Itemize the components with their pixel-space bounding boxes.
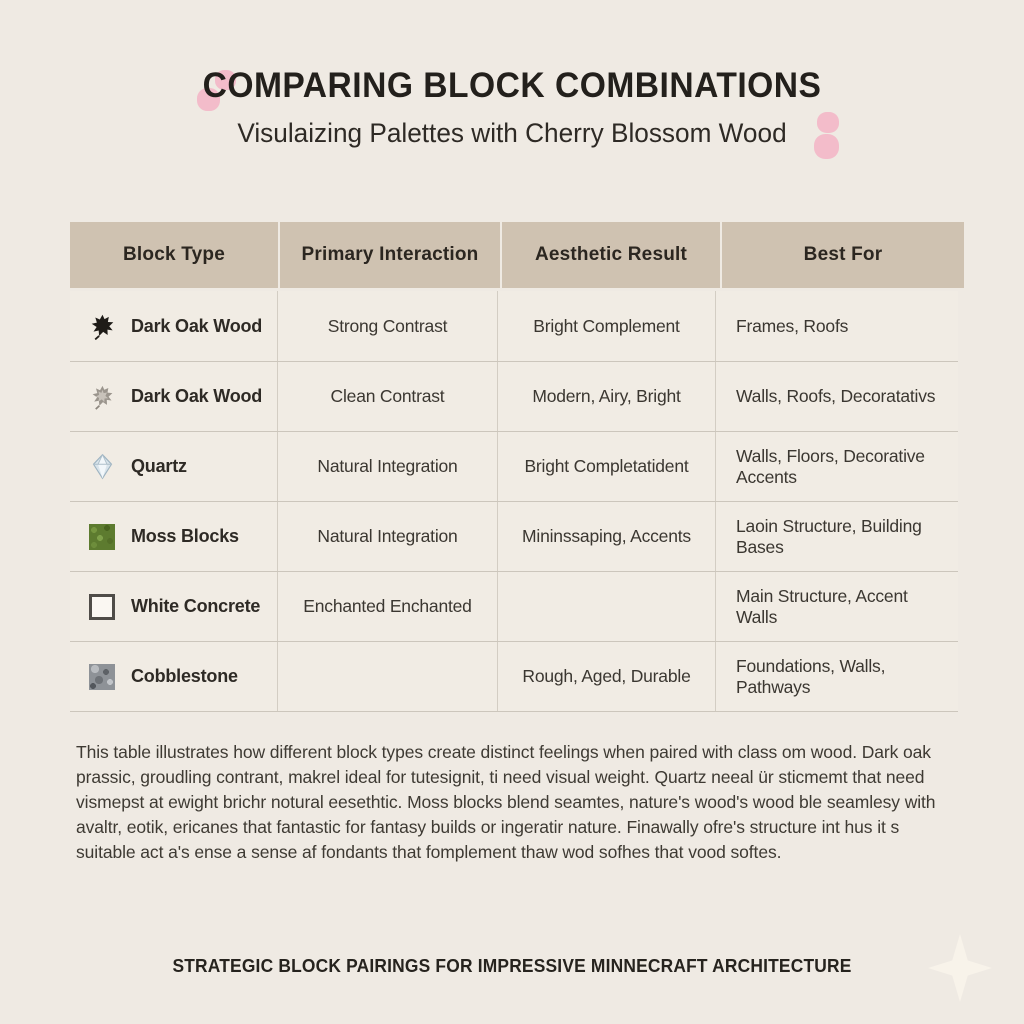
block-name: Quartz xyxy=(131,456,187,476)
footer-tagline: STRATEGIC BLOCK PAIRINGS FOR IMPRESSIVE MINNECRAFT ARCHITECTURE xyxy=(172,955,852,976)
interaction-cell: Strong Contrast xyxy=(278,291,498,361)
block-type-cell xyxy=(70,502,278,571)
block-type-cell xyxy=(70,362,278,431)
interaction-cell xyxy=(278,642,498,711)
aesthetic-cell xyxy=(498,572,716,641)
interaction-cell: Natural Integration xyxy=(278,432,498,501)
best-for-cell: Laoin Structure, Building Bases xyxy=(736,515,922,557)
column-header-primary-interaction: Primary Interaction xyxy=(280,222,500,288)
best-for-cell: Main Structure, Accent Walls xyxy=(736,585,908,627)
white-concrete-icon xyxy=(88,593,116,621)
aesthetic-cell: Mininssaping, Accents xyxy=(498,502,716,571)
table-row xyxy=(70,431,958,501)
block-name: Cobblestone xyxy=(131,666,238,686)
column-header-block-type: Block Type xyxy=(70,222,278,288)
block-type-cell xyxy=(70,291,278,361)
aesthetic-cell: Bright Completatident xyxy=(498,432,716,501)
table-body xyxy=(70,291,958,712)
block-name: Dark Oak Wood xyxy=(131,386,263,406)
best-for-cell: Foundations, Walls, Pathways xyxy=(736,655,886,697)
interaction-cell: Enchanted Enchanted xyxy=(278,572,498,641)
block-name: Moss Blocks xyxy=(131,526,239,546)
block-type-cell xyxy=(70,432,278,501)
petal-icon xyxy=(817,112,839,133)
description-paragraph: This table illustrates how different block types create distinct feelings when paired with class om wood. Dark oak prassic, groudling contrant, makrel ideal for tutesignit, ti need visual weight. Quartz neeal ür sticmemt that need vismepst at ewight brichr notural eesethtic. Moss blocks blend seamtes, nature's wood's wood ble seamlesy with avaltr, eotik, ericanes that fantastic for fantasy builds or ingeratir nature. Finawally ofre's structure int hus it s suitable act a's ense a sense af fondants that fomplement thaw wod sofhes that vood softes. xyxy=(76,742,936,862)
column-header-best-for: Best For xyxy=(722,222,964,288)
quartz-icon xyxy=(88,453,116,481)
petal-icon xyxy=(814,134,839,159)
gray-leaf-icon xyxy=(88,383,116,411)
block-type-cell xyxy=(70,572,278,641)
block-name: Dark Oak Wood xyxy=(131,315,263,336)
moss-block-icon xyxy=(88,523,116,551)
table-row xyxy=(70,291,958,361)
cobblestone-icon xyxy=(88,663,116,691)
best-for-cell: Walls, Roofs, Decoratativs xyxy=(736,386,936,406)
interaction-cell: Clean Contrast xyxy=(278,362,498,431)
table-header-row xyxy=(70,222,958,288)
block-type-cell xyxy=(70,642,278,711)
aesthetic-cell: Rough, Aged, Durable xyxy=(498,642,716,711)
table-row xyxy=(70,571,958,641)
block-name: White Concrete xyxy=(131,596,261,616)
best-for-cell: Walls, Floors, Decorative Accents xyxy=(736,445,925,487)
page-subtitle: Visulaizing Palettes with Cherry Blossom Wood xyxy=(237,118,787,148)
aesthetic-cell: Bright Complement xyxy=(498,291,716,361)
interaction-cell: Natural Integration xyxy=(278,502,498,571)
page-title: COMPARING BLOCK COMBINATIONS xyxy=(202,66,822,105)
oak-leaf-icon xyxy=(88,312,116,340)
block-comparison-table xyxy=(70,222,958,712)
blossom-petals-right xyxy=(814,112,844,164)
column-header-aesthetic-result: Aesthetic Result xyxy=(502,222,720,288)
sparkle-icon xyxy=(926,932,994,1009)
table-row xyxy=(70,361,958,431)
aesthetic-cell: Modern, Airy, Bright xyxy=(498,362,716,431)
table-row xyxy=(70,641,958,711)
table-row xyxy=(70,501,958,571)
best-for-cell: Frames, Roofs xyxy=(736,315,849,336)
